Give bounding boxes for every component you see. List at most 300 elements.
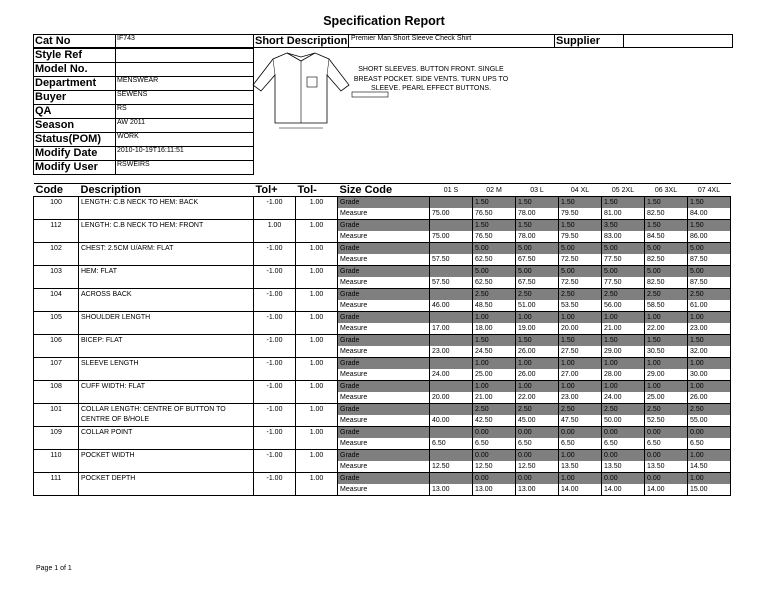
- grade-value: 1.00: [688, 312, 731, 324]
- grade-value: 2.50: [559, 289, 602, 301]
- point-code: 110: [34, 450, 79, 473]
- table-row: [34, 266, 731, 278]
- measure-value: 19.00: [516, 323, 559, 335]
- measure-label: Measure: [338, 415, 430, 427]
- measure-value: 21.00: [473, 392, 516, 404]
- measure-value: 14.00: [559, 484, 602, 496]
- table-row: [34, 335, 731, 347]
- measure-value: 57.50: [430, 254, 473, 266]
- tolerance-minus: 1.00: [296, 266, 338, 289]
- measure-value: 62.50: [473, 277, 516, 289]
- header-value: RSWEIRS: [117, 161, 150, 168]
- tolerance-plus: -1.00: [254, 197, 296, 220]
- size-header: 07 4XL: [688, 184, 731, 197]
- measure-value: 76.50: [473, 208, 516, 220]
- measure-value: 20.00: [430, 392, 473, 404]
- grade-label: Grade: [338, 243, 430, 255]
- grade-value: 0.00: [559, 427, 602, 439]
- measure-label: Measure: [338, 277, 430, 289]
- grade-value: 1.50: [473, 220, 516, 232]
- table-row: [34, 220, 731, 232]
- grade-value: 0.00: [688, 427, 731, 439]
- grade-value: 1.00: [559, 450, 602, 462]
- grade-value: 5.00: [559, 266, 602, 278]
- point-description: COLLAR POINT: [79, 427, 254, 450]
- grade-value: 1.50: [688, 335, 731, 347]
- header-value: WORK: [117, 133, 139, 140]
- grade-value: 2.50: [559, 404, 602, 416]
- measure-value: 13.50: [645, 461, 688, 473]
- measure-value: 15.00: [688, 484, 731, 496]
- header-value: 2010-10-19T16:11:51: [117, 147, 184, 154]
- grade-value: 0.00: [645, 427, 688, 439]
- grade-label: Grade: [338, 266, 430, 278]
- point-code: 101: [34, 404, 79, 427]
- tolerance-minus: 1.00: [296, 473, 338, 496]
- point-code: 105: [34, 312, 79, 335]
- point-description: CUFF WIDTH: FLAT: [79, 381, 254, 404]
- grade-value: 0.00: [602, 473, 645, 485]
- grade-value: 0.00: [473, 450, 516, 462]
- grade-value: 1.00: [516, 312, 559, 324]
- tolerance-minus: 1.00: [296, 312, 338, 335]
- point-description: HEM: FLAT: [79, 266, 254, 289]
- measure-value: 6.50: [559, 438, 602, 450]
- measure-value: 52.50: [645, 415, 688, 427]
- measure-value: 24.00: [602, 392, 645, 404]
- table-row: [34, 404, 731, 416]
- grade-value: 1.50: [516, 220, 559, 232]
- header-value: IF743: [117, 35, 135, 42]
- short-description-label: Short Description: [255, 35, 348, 47]
- grade-value: 1.50: [602, 197, 645, 209]
- grade-value: 0.00: [473, 427, 516, 439]
- measure-value: 14.50: [688, 461, 731, 473]
- grade-value: 2.50: [645, 404, 688, 416]
- measure-value: 67.50: [516, 277, 559, 289]
- grade-value: 5.00: [602, 243, 645, 255]
- column-header-tol-plus: Tol+: [254, 184, 296, 197]
- grade-value: [430, 266, 473, 278]
- grade-label: Grade: [338, 473, 430, 485]
- measure-value: 42.50: [473, 415, 516, 427]
- grade-value: 2.50: [688, 289, 731, 301]
- measure-value: 79.50: [559, 231, 602, 243]
- grade-value: 2.50: [516, 404, 559, 416]
- point-code: 103: [34, 266, 79, 289]
- tolerance-minus: 1.00: [296, 450, 338, 473]
- grade-value: 5.00: [516, 266, 559, 278]
- grade-value: 0.00: [516, 450, 559, 462]
- header-label: Buyer: [35, 91, 67, 103]
- measure-value: 22.00: [516, 392, 559, 404]
- garment-sketch: [249, 49, 354, 134]
- point-description: SLEEVE LENGTH: [79, 358, 254, 381]
- grade-value: 1.50: [516, 335, 559, 347]
- grade-value: 1.50: [473, 197, 516, 209]
- size-header: 01 S: [430, 184, 473, 197]
- grade-value: [430, 404, 473, 416]
- grade-value: 1.00: [473, 381, 516, 393]
- grade-value: 1.00: [602, 358, 645, 370]
- measure-value: 21.00: [602, 323, 645, 335]
- grade-value: 5.00: [559, 243, 602, 255]
- table-row: [34, 358, 731, 370]
- measure-value: 6.50: [473, 438, 516, 450]
- grade-label: Grade: [338, 335, 430, 347]
- tolerance-plus: 1.00: [254, 220, 296, 243]
- tolerance-minus: 1.00: [296, 358, 338, 381]
- grade-label: Grade: [338, 427, 430, 439]
- grade-value: 1.00: [645, 312, 688, 324]
- measure-value: 79.50: [559, 208, 602, 220]
- grade-value: 0.00: [602, 427, 645, 439]
- measure-value: 84.50: [645, 231, 688, 243]
- column-header-code: Code: [34, 184, 79, 197]
- grade-value: 5.00: [473, 243, 516, 255]
- grade-value: 0.00: [516, 473, 559, 485]
- grade-value: 2.50: [473, 289, 516, 301]
- grade-value: 2.50: [516, 289, 559, 301]
- measure-value: 13.00: [430, 484, 473, 496]
- table-row: [34, 450, 731, 462]
- grade-value: 1.00: [559, 381, 602, 393]
- point-description: SHOULDER LENGTH: [79, 312, 254, 335]
- table-row: [34, 243, 731, 255]
- measure-value: 28.00: [602, 369, 645, 381]
- point-code: 112: [34, 220, 79, 243]
- measure-value: 30.50: [645, 346, 688, 358]
- grade-value: 5.00: [516, 243, 559, 255]
- grade-value: 5.00: [602, 266, 645, 278]
- measure-value: 47.50: [559, 415, 602, 427]
- grade-value: 1.50: [473, 335, 516, 347]
- grade-value: 2.50: [473, 404, 516, 416]
- measure-value: 61.00: [688, 300, 731, 312]
- measure-value: 29.00: [602, 346, 645, 358]
- header-label: Department: [35, 77, 97, 89]
- grade-value: 5.00: [688, 243, 731, 255]
- page-title: Specification Report: [323, 14, 445, 28]
- measure-value: 77.50: [602, 254, 645, 266]
- grade-value: 5.00: [645, 266, 688, 278]
- header-label: QA: [35, 105, 52, 117]
- measure-value: 12.50: [430, 461, 473, 473]
- measure-value: 62.50: [473, 254, 516, 266]
- grade-label: Grade: [338, 450, 430, 462]
- grade-value: [430, 381, 473, 393]
- grade-value: 5.00: [688, 266, 731, 278]
- tolerance-minus: 1.00: [296, 404, 338, 427]
- header-value: MENSWEAR: [117, 77, 159, 84]
- measure-value: 82.50: [645, 208, 688, 220]
- measure-label: Measure: [338, 438, 430, 450]
- measure-value: 32.00: [688, 346, 731, 358]
- measure-label: Measure: [338, 484, 430, 496]
- size-header: 05 2XL: [602, 184, 645, 197]
- measure-label: Measure: [338, 208, 430, 220]
- measure-value: 6.50: [645, 438, 688, 450]
- column-header-tol-minus: Tol-: [296, 184, 338, 197]
- grade-value: 1.00: [516, 381, 559, 393]
- point-description: ACROSS BACK: [79, 289, 254, 312]
- tolerance-plus: -1.00: [254, 243, 296, 266]
- measure-value: 45.00: [516, 415, 559, 427]
- measure-value: 13.00: [516, 484, 559, 496]
- tolerance-minus: 1.00: [296, 335, 338, 358]
- measure-value: 53.50: [559, 300, 602, 312]
- grade-value: 0.00: [516, 427, 559, 439]
- measure-value: 25.00: [473, 369, 516, 381]
- grade-label: Grade: [338, 197, 430, 209]
- grade-value: 1.50: [645, 197, 688, 209]
- grade-label: Grade: [338, 312, 430, 324]
- measure-value: 87.50: [688, 277, 731, 289]
- grade-value: 1.00: [602, 381, 645, 393]
- specification-table: [33, 183, 731, 496]
- measure-value: 27.00: [559, 369, 602, 381]
- header-label: Style Ref: [35, 49, 83, 61]
- point-code: 106: [34, 335, 79, 358]
- measure-value: 23.00: [688, 323, 731, 335]
- size-header: 02 M: [473, 184, 516, 197]
- grade-label: Grade: [338, 220, 430, 232]
- measure-value: 20.00: [559, 323, 602, 335]
- grade-label: Grade: [338, 358, 430, 370]
- measure-value: 75.00: [430, 208, 473, 220]
- measure-value: 67.50: [516, 254, 559, 266]
- point-code: 111: [34, 473, 79, 496]
- header-value: SEWENS: [117, 91, 148, 98]
- grade-value: 1.00: [559, 358, 602, 370]
- measure-label: Measure: [338, 346, 430, 358]
- tolerance-plus: -1.00: [254, 289, 296, 312]
- grade-value: 5.00: [645, 243, 688, 255]
- measure-value: 72.50: [559, 277, 602, 289]
- measure-value: 82.50: [645, 254, 688, 266]
- measure-value: 75.00: [430, 231, 473, 243]
- table-row: [34, 197, 731, 209]
- measure-value: 24.50: [473, 346, 516, 358]
- tolerance-minus: 1.00: [296, 220, 338, 243]
- grade-value: 1.00: [559, 312, 602, 324]
- grade-value: 1.50: [688, 197, 731, 209]
- header-value: AW 2011: [117, 119, 146, 126]
- table-row: [34, 427, 731, 439]
- point-code: 104: [34, 289, 79, 312]
- measure-value: 81.00: [602, 208, 645, 220]
- tolerance-plus: -1.00: [254, 266, 296, 289]
- header-label: Model No.: [35, 63, 88, 75]
- measure-value: 13.50: [559, 461, 602, 473]
- grade-value: 0.00: [473, 473, 516, 485]
- point-code: 102: [34, 243, 79, 266]
- measure-value: 78.00: [516, 231, 559, 243]
- grade-value: 1.00: [645, 381, 688, 393]
- measure-value: 72.50: [559, 254, 602, 266]
- column-header-size-code: Size Code: [338, 184, 430, 197]
- grade-value: 0.00: [602, 450, 645, 462]
- tolerance-plus: -1.00: [254, 381, 296, 404]
- point-description: LENGTH: C.B NECK TO HEM: BACK: [79, 197, 254, 220]
- point-description: CHEST: 2.5CM U/ARM: FLAT: [79, 243, 254, 266]
- grade-value: 1.50: [645, 335, 688, 347]
- grade-label: Grade: [338, 381, 430, 393]
- point-code: 109: [34, 427, 79, 450]
- measure-value: 26.00: [516, 369, 559, 381]
- grade-value: 1.50: [516, 197, 559, 209]
- header-label: Status(POM): [35, 133, 101, 145]
- measure-label: Measure: [338, 300, 430, 312]
- measure-value: 22.00: [645, 323, 688, 335]
- measure-value: 26.00: [516, 346, 559, 358]
- header-label: Modify User: [35, 161, 98, 173]
- grade-value: 1.00: [645, 358, 688, 370]
- tolerance-plus: -1.00: [254, 427, 296, 450]
- measure-label: Measure: [338, 369, 430, 381]
- measure-value: 6.50: [688, 438, 731, 450]
- size-header: 03 L: [516, 184, 559, 197]
- grade-value: 0.00: [645, 473, 688, 485]
- grade-label: Grade: [338, 404, 430, 416]
- tolerance-minus: 1.00: [296, 381, 338, 404]
- measure-value: 27.50: [559, 346, 602, 358]
- measure-value: 51.00: [516, 300, 559, 312]
- grade-value: 2.50: [688, 404, 731, 416]
- measure-value: 48.50: [473, 300, 516, 312]
- grade-value: 1.00: [559, 473, 602, 485]
- measure-value: 76.50: [473, 231, 516, 243]
- grade-value: 3.50: [602, 220, 645, 232]
- measure-value: 12.50: [473, 461, 516, 473]
- tolerance-plus: -1.00: [254, 404, 296, 427]
- measure-value: 13.50: [602, 461, 645, 473]
- measure-label: Measure: [338, 392, 430, 404]
- measure-value: 17.00: [430, 323, 473, 335]
- point-code: 108: [34, 381, 79, 404]
- table-row: [34, 312, 731, 324]
- tolerance-plus: -1.00: [254, 473, 296, 496]
- garment-description: SHORT SLEEVES. BUTTON FRONT. SINGLE BREAST POCKET. SIDE VENTS. TURN UPS TO SLEEVE. PEARL EFFECT BUTTONS.: [353, 66, 509, 92]
- grade-value: [430, 312, 473, 324]
- measure-value: 82.50: [645, 277, 688, 289]
- tolerance-plus: -1.00: [254, 358, 296, 381]
- grade-value: [430, 358, 473, 370]
- header-info: [33, 34, 733, 174]
- header-label: Modify Date: [35, 147, 98, 159]
- size-header: 04 XL: [559, 184, 602, 197]
- grade-value: 1.00: [473, 358, 516, 370]
- header-value: RS: [117, 105, 127, 112]
- measure-value: 23.00: [430, 346, 473, 358]
- measure-value: 29.00: [645, 369, 688, 381]
- grade-value: 1.00: [688, 473, 731, 485]
- measure-value: 56.00: [602, 300, 645, 312]
- grade-value: 1.50: [688, 220, 731, 232]
- grade-value: [430, 243, 473, 255]
- header-label: Season: [35, 119, 75, 131]
- grade-value: 1.50: [645, 220, 688, 232]
- point-description: LENGTH: C.B NECK TO HEM: FRONT: [79, 220, 254, 243]
- grade-value: 1.00: [516, 358, 559, 370]
- grade-value: [430, 289, 473, 301]
- measure-value: 6.50: [430, 438, 473, 450]
- measure-value: 14.00: [602, 484, 645, 496]
- measure-value: 58.50: [645, 300, 688, 312]
- point-code: 107: [34, 358, 79, 381]
- point-description: BICEP: FLAT: [79, 335, 254, 358]
- grade-value: 1.50: [602, 335, 645, 347]
- point-description: POCKET DEPTH: [79, 473, 254, 496]
- grade-value: 1.00: [602, 312, 645, 324]
- grade-value: 2.50: [602, 289, 645, 301]
- grade-value: 1.00: [688, 381, 731, 393]
- grade-value: 1.00: [473, 312, 516, 324]
- measure-value: 86.00: [688, 231, 731, 243]
- measure-value: 23.00: [559, 392, 602, 404]
- measure-value: 50.00: [602, 415, 645, 427]
- measure-value: 6.50: [516, 438, 559, 450]
- measure-label: Measure: [338, 461, 430, 473]
- measure-value: 87.50: [688, 254, 731, 266]
- table-row: [34, 381, 731, 393]
- measure-value: 26.00: [688, 392, 731, 404]
- supplier-label: Supplier: [556, 35, 601, 47]
- grade-value: 2.50: [645, 289, 688, 301]
- measure-value: 25.00: [645, 392, 688, 404]
- table-row: [34, 289, 731, 301]
- measure-value: 84.00: [688, 208, 731, 220]
- measure-value: 12.50: [516, 461, 559, 473]
- grade-value: 1.50: [559, 197, 602, 209]
- grade-label: Grade: [338, 289, 430, 301]
- measure-label: Measure: [338, 231, 430, 243]
- measure-value: 40.00: [430, 415, 473, 427]
- grade-value: 1.50: [559, 220, 602, 232]
- measure-value: 55.00: [688, 415, 731, 427]
- grade-value: [430, 197, 473, 209]
- grade-value: 1.50: [559, 335, 602, 347]
- short-description-value: Premier Man Short Sleeve Check Shirt: [351, 35, 472, 42]
- grade-value: 1.00: [688, 358, 731, 370]
- measure-value: 77.50: [602, 277, 645, 289]
- grade-value: 2.50: [602, 404, 645, 416]
- table-row: [34, 473, 731, 485]
- measure-value: 13.00: [473, 484, 516, 496]
- measure-value: 24.00: [430, 369, 473, 381]
- point-code: 100: [34, 197, 79, 220]
- tolerance-minus: 1.00: [296, 427, 338, 450]
- page-number: Page 1 of 1: [36, 565, 72, 572]
- grade-value: 1.00: [688, 450, 731, 462]
- grade-value: [430, 220, 473, 232]
- measure-value: 30.00: [688, 369, 731, 381]
- header-label: Cat No: [35, 35, 71, 47]
- grade-value: 5.00: [473, 266, 516, 278]
- measure-value: 83.00: [602, 231, 645, 243]
- grade-value: 0.00: [645, 450, 688, 462]
- tolerance-minus: 1.00: [296, 197, 338, 220]
- measure-value: 14.00: [645, 484, 688, 496]
- tolerance-minus: 1.00: [296, 289, 338, 312]
- measure-value: 57.50: [430, 277, 473, 289]
- measure-value: 18.00: [473, 323, 516, 335]
- measure-label: Measure: [338, 254, 430, 266]
- grade-value: [430, 473, 473, 485]
- measure-value: 78.00: [516, 208, 559, 220]
- measure-value: 6.50: [602, 438, 645, 450]
- size-header: 06 3XL: [645, 184, 688, 197]
